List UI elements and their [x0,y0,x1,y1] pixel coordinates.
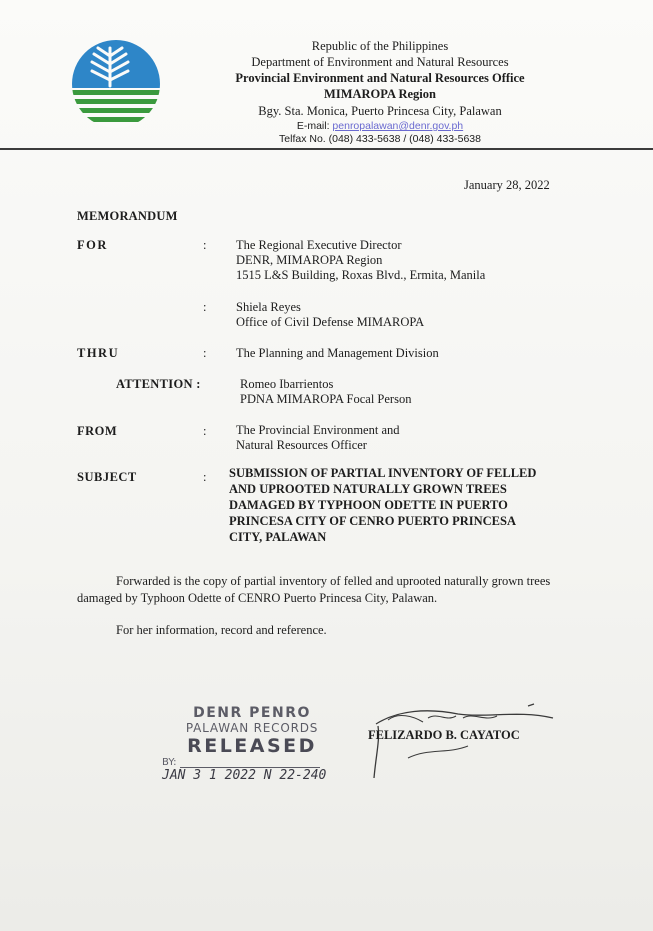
subject-line-1: SUBMISSION OF PARTIAL INVENTORY OF FELLED [229,466,537,480]
thru-label: THRU [77,346,120,360]
body-para1-line1: Forwarded is the copy of partial inventory of felled and uprooted naturally grown trees [116,574,551,588]
subject-line-4: PRINCESA CITY OF CENRO PUERTO PRINCESA [229,514,516,528]
thru-colon: : [203,346,207,360]
header-divider [0,148,653,150]
subject-line-2: AND UPROOTED NATURALLY GROWN TREES [229,482,507,496]
header-department: Department of Environment and Natural Resources [251,55,509,69]
for-line-3: 1515 L&S Building, Roxas Blvd., Ermita, Manila [236,268,486,282]
from-colon: : [203,424,207,438]
attention-line-1: Romeo Ibarrientos [240,377,334,391]
subject-line-3: DAMAGED BY TYPHOON ODETTE IN PUERTO [229,498,508,512]
memo-title: MEMORANDUM [77,209,178,223]
stamp-by-line [162,757,342,768]
from-line-2: Natural Resources Officer [236,438,367,452]
body-para2: For her information, record and reference. [116,623,327,637]
signatory-name: FELIZARDO B. CAYATOC [368,728,520,742]
body-para1-line2: damaged by Typhoon Odette of CENRO Puerto Princesa City, Palawan. [77,591,438,605]
subject-text [229,465,569,545]
stamp-date-line: JAN 3 1 2022 N 22-240 [162,768,327,783]
header-telfax: Telfax No. (048) 433-5638 / (048) 433-5638 [279,133,481,145]
stamp-line-released: RELEASED [187,735,317,757]
for-line-2: DENR, MIMAROPA Region [236,253,383,267]
subject-colon: : [203,470,207,484]
stamp-line-office: DENR PENRO [193,705,311,721]
email-label: E-mail: [296,120,330,132]
records-stamp [162,705,342,783]
header-country: Republic of the Philippines [311,39,449,53]
thru-value: The Planning and Management Division [236,346,439,360]
email-link[interactable]: penropalawan@denr.gov.ph [332,120,464,132]
header-email-line [150,120,610,133]
header-region: MIMAROPA Region [324,87,436,101]
attention-label: ATTENTION : [116,377,201,391]
for-label: FOR [77,238,108,252]
subject-label: SUBJECT [77,470,137,484]
stamp-by-label: BY: [162,757,177,768]
subject-line-5: CITY, PALAWAN [229,530,327,544]
stamp-line-records: PALAWAN RECORDS [185,721,319,735]
from-line-1: The Provincial Environment and [236,423,400,437]
denr-logo-icon [70,38,162,130]
for2-line-1: Shiela Reyes [236,300,301,314]
for-line-1: The Regional Executive Director [236,238,402,252]
for2-line-2: Office of Civil Defense MIMAROPA [236,315,425,329]
memo-date: January 28, 2022 [464,178,550,192]
for-colon: : [203,238,207,252]
header-office: Provincial Environment and Natural Resources Office [235,71,525,85]
header-address: Bgy. Sta. Monica, Puerto Princesa City, Palawan [258,104,502,118]
from-label: FROM [77,424,118,438]
stamp-by-underline [180,767,320,768]
for2-colon: : [203,300,207,314]
attention-line-2: PDNA MIMAROPA Focal Person [240,392,412,406]
